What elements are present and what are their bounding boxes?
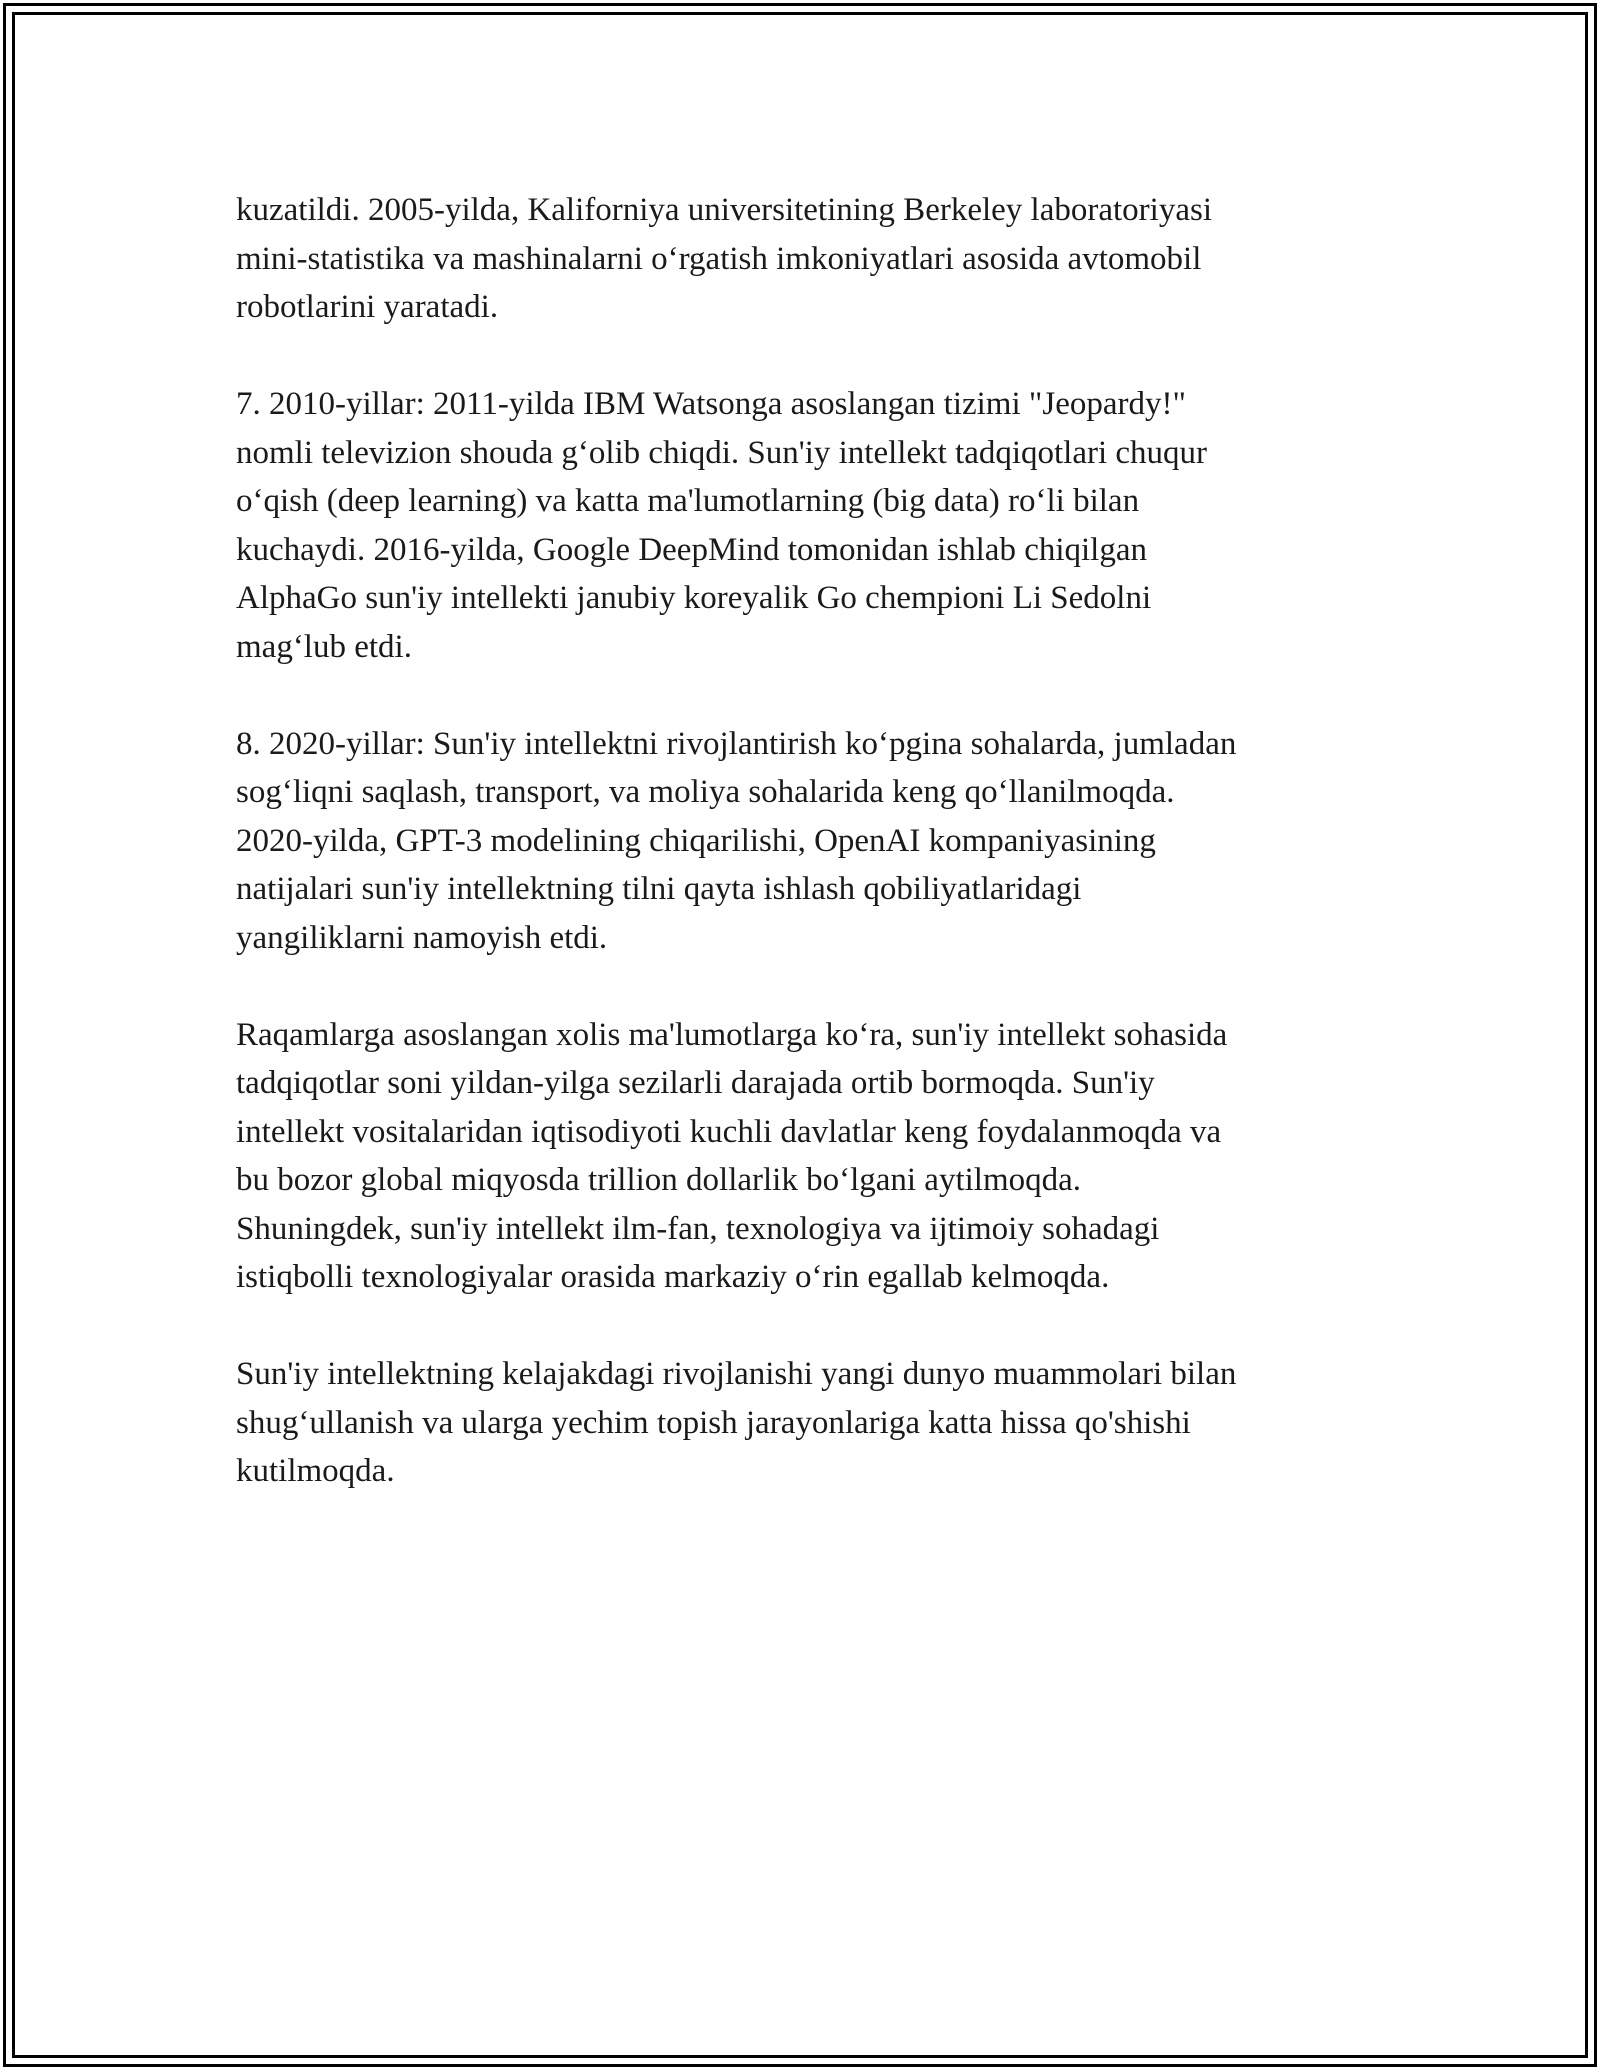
paragraph-statistics: Raqamlarga asoslangan xolis ma'lumotlarga ko‘ra, sun'iy intellekt sohasida tadqiqotlar soni yildan-yilga sezilarli darajada ortib bormoqda. Sun'iy intellekt vositalaridan iqtisodiyoti kuchli davlatlar keng foydalanmoqda va bu bozor global miqyosda trillion dollarlik bo‘lgani aytilmoqda. Shuningdek, sun'iy intellekt ilm-fan, texnologiya va ijtimoiy sohadagi istiqbolli texnologiyalar orasida markaziy o‘rin egallab kelmoqda.	[236, 1016, 1228, 1295]
paragraph-2020s: 8. 2020-yillar: Sun'iy intellektni rivojlantirish ko‘pgina sohalarda, jumladan sog‘liqni saqlash, transport, va moliya sohalarida keng qo‘llanilmoqda. 2020-yilda, GPT-3 modelining chiqarilishi, OpenAI kompaniyasining natijalari sun'iy intellektning tilni qayta ishlash qobiliyatlaridagi yangiliklarni namoyish etdi.	[236, 725, 1237, 956]
paragraph-future: Sun'iy intellektning kelajakdagi rivojlanishi yangi dunyo muammolari bilan shug‘ullanish va ularga yechim topish jarayonlariga katta hissa qo'shishi kutilmoqda.	[236, 1356, 1237, 1489]
paragraph-2010s: 7. 2010-yillar: 2011-yilda IBM Watsonga asoslangan tizimi "Jeopardy!" nomli televizion shouda g‘olib chiqdi. Sun'iy intellekt tadqiqotlari chuqur o‘qish (deep learning) va katta ma'lumotlarning (big data) ro‘li bilan kuchaydi. 2016-yilda, Google DeepMind tomonidan ishlab chiqilgan AlphaGo sun'iy intellekti janubiy koreyalik Go chempioni Li Sedolni mag‘lub etdi.	[236, 386, 1208, 665]
paragraph-continuation: kuzatildi. 2005-yilda, Kaliforniya universitetining Berkeley laboratoriyasi mini-statistika va mashinalarni o‘rgatish imkoniyatlari asosida avtomobil robotlarini yaratadi.	[236, 192, 1212, 325]
document-body	[236, 186, 1376, 1544]
